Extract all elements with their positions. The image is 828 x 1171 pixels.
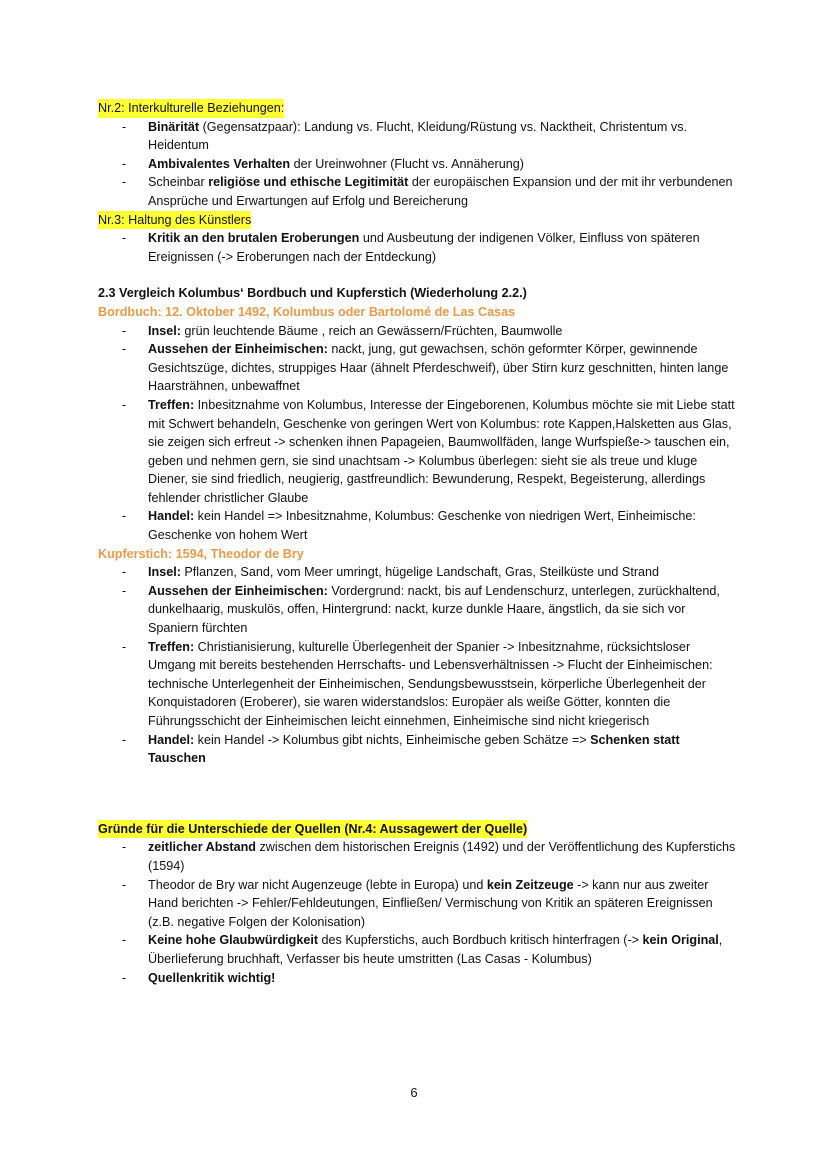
item-bold: Binärität (148, 119, 200, 134)
item-text: und Ausbeutung der indigenen Völker, Einfluss von späteren Ereignissen (-> Eroberungen nach der Entdeckung) (148, 231, 700, 264)
item-text: kein Handel -> Kolumbus gibt nichts, Einheimische geben Schätze => (194, 732, 591, 747)
item-bold: kein Original (642, 933, 719, 948)
item-bold: Handel: (148, 732, 195, 747)
item-text: Vordergrund: nackt, bis auf Lendenschurz, unterlegen, zurückhaltend, dunkelhaarig, muskulös, offen, Hintergrund: nackt, kurze dunkle Haare, ängstlich, da sie sich vor Spaniern fürchten (148, 583, 720, 636)
item-bold: Schenken statt Tauschen (148, 732, 680, 766)
item-text: nackt, jung, gut gewachsen, schön geformter Körper, gewinnende Gesichtszüge, dichtes, struppiges Haar (ähnelt Pferdeschweif), über Stirn kurz geschnitten, hinten lange Haarsträhnen, unbewaffnet (148, 342, 729, 394)
section-nr3 (98, 211, 738, 267)
item-text: Christianisierung, kulturelle Überlegenheit der Spanier -> Inbesitznahme, rücksichtsloser Umgang mit bereits bestehenden Herrschafts- und Lebensverhältnissen -> Flucht der Einheimischen: technische Unterlegenheit der Einheimischen, Sendungsbewusstsein, körperliche Überlegenheit der Konquistadoren (Eroberer), sie waren widerstandslos: Europäer als weiße Götter, konnten die Führungsschicht der Einheimischen leicht einnehmen, Einheimische sind nicht kriegerisch (148, 639, 713, 728)
item-bold: Aussehen der Einheimischen: (148, 583, 328, 598)
item-text: Pflanzen, Sand, vom Meer umringt, hügelige Landschaft, Gras, Steilküste und Strand (180, 565, 660, 580)
item-bold: Keine hohe Glaubwürdigkeit (148, 933, 319, 948)
heading-kupferstich: Kupferstich: 1594, Theodor de Bry (98, 546, 304, 561)
page-content (98, 99, 738, 987)
page-number: 6 (410, 1085, 418, 1100)
item-text: der europäischen Expansion und der mit ihr verbundenen Ansprüche und Erwartungen auf Erfolg und Bereicherung (148, 175, 733, 208)
item-bold: Treffen: (148, 639, 195, 654)
list-bordbuch (98, 322, 738, 545)
list-item (98, 582, 738, 638)
list-item (98, 155, 738, 174)
item-text: Scheinbar (148, 175, 209, 190)
item-text: -> kann nur aus zweiter Hand berichten -> Fehler/Fehldeutungen, Einfließen/ Vermischung von Kritik an späteren Ereignissen (z.B. negative Folgen der Kolonisation) (148, 877, 713, 929)
list-nr2 (98, 118, 738, 211)
item-bold: Kritik an den brutalen Eroberungen (148, 231, 360, 246)
item-bold: Ambivalentes Verhalten (148, 156, 291, 171)
list-item (98, 173, 738, 210)
list-item (98, 969, 738, 988)
heading-gruende: Gründe für die Unterschiede der Quellen (Nr.4: Aussagewert der Quelle) (98, 820, 527, 839)
list-item (98, 931, 738, 968)
item-bold: kein Zeitzeuge (486, 877, 574, 892)
list-item (98, 563, 738, 582)
list-item (98, 118, 738, 155)
heading-2-3: 2.3 Vergleich Kolumbus‘ Bordbuch und Kupferstich (Wiederholung 2.2.) (98, 286, 527, 301)
spacer (98, 768, 738, 820)
item-text: der Ureinwohner (Flucht vs. Annäherung) (290, 156, 524, 171)
item-text: zwischen dem historischen Ereignis (1492) und der Veröffentlichung des Kupferstichs (1594) (148, 840, 736, 873)
section-gruende (98, 820, 738, 987)
list-item (98, 340, 738, 396)
section-nr2 (98, 99, 738, 211)
list-item (98, 322, 738, 341)
item-bold: Insel: (148, 323, 181, 338)
heading-nr3: Nr.3: Haltung des Künstlers (98, 211, 251, 230)
list-item (98, 229, 738, 266)
list-item (98, 396, 738, 508)
list-item (98, 638, 738, 731)
item-bold: Insel: (148, 565, 181, 580)
list-item (98, 838, 738, 875)
list-item (98, 507, 738, 544)
list-gruende (98, 838, 738, 987)
section-2-3 (98, 284, 738, 767)
item-text: Inbesitznahme von Kolumbus, Interesse der Eingeborenen, Kolumbus möchte sie mit Liebe statt mit Schwert behandeln, Geschenke von geringen Wert von Kolumbus: rote Kappen,Halsketten aus Glas, sie zeigen sich erfreut -> schenken ihnen Papageien, Baumwollfäden, lange Wurfspieße-> tauschen ein, geben und nehmen gern, sie sind unachtsam -> Kolumbus überlegen: sieht sie als treue und kluge Diener, sie sind friedlich, neugierig, gastfreundlich: Bewunderung, Respekt, Begeisterung, allerdings fehlender christlicher Glaube (148, 397, 735, 505)
item-text: grün leuchtende Bäume , reich an Gewässern/Früchten, Baumwolle (180, 323, 563, 338)
item-bold: zeitlicher Abstand (148, 840, 256, 855)
item-text: kein Handel => Inbesitznahme, Kolumbus: Geschenke von niedrigen Wert, Einheimische: Geschenke von hohem Wert (148, 509, 696, 543)
item-text: , Überlieferung bruchhaft, Verfasser bis heute umstritten (Las Casas - Kolumbus) (148, 933, 723, 966)
heading-bordbuch: Bordbuch: 12. Oktober 1492, Kolumbus oder Bartolomé de Las Casas (98, 304, 516, 319)
list-nr3 (98, 229, 738, 266)
heading-nr2: Nr.2: Interkulturelle Beziehungen: (98, 99, 284, 118)
item-bold: Treffen: (148, 397, 195, 412)
item-text: Theodor de Bry war nicht Augenzeuge (lebte in Europa) und (148, 877, 487, 892)
item-bold: religiöse und ethische Legitimität (208, 175, 409, 190)
list-item (98, 876, 738, 932)
item-bold: Quellenkritik wichtig! (148, 970, 276, 985)
list-kupferstich (98, 563, 738, 768)
item-bold: Handel: (148, 509, 195, 524)
spacer (98, 266, 738, 284)
item-text: (Gegensatzpaar): Landung vs. Flucht, Kleidung/Rüstung vs. Nacktheit, Christentum vs. Heidentum (148, 119, 687, 153)
item-text: des Kupferstichs, auch Bordbuch kritisch hinterfragen (-> (318, 933, 643, 948)
item-bold: Aussehen der Einheimischen: (148, 342, 328, 357)
list-item (98, 731, 738, 768)
